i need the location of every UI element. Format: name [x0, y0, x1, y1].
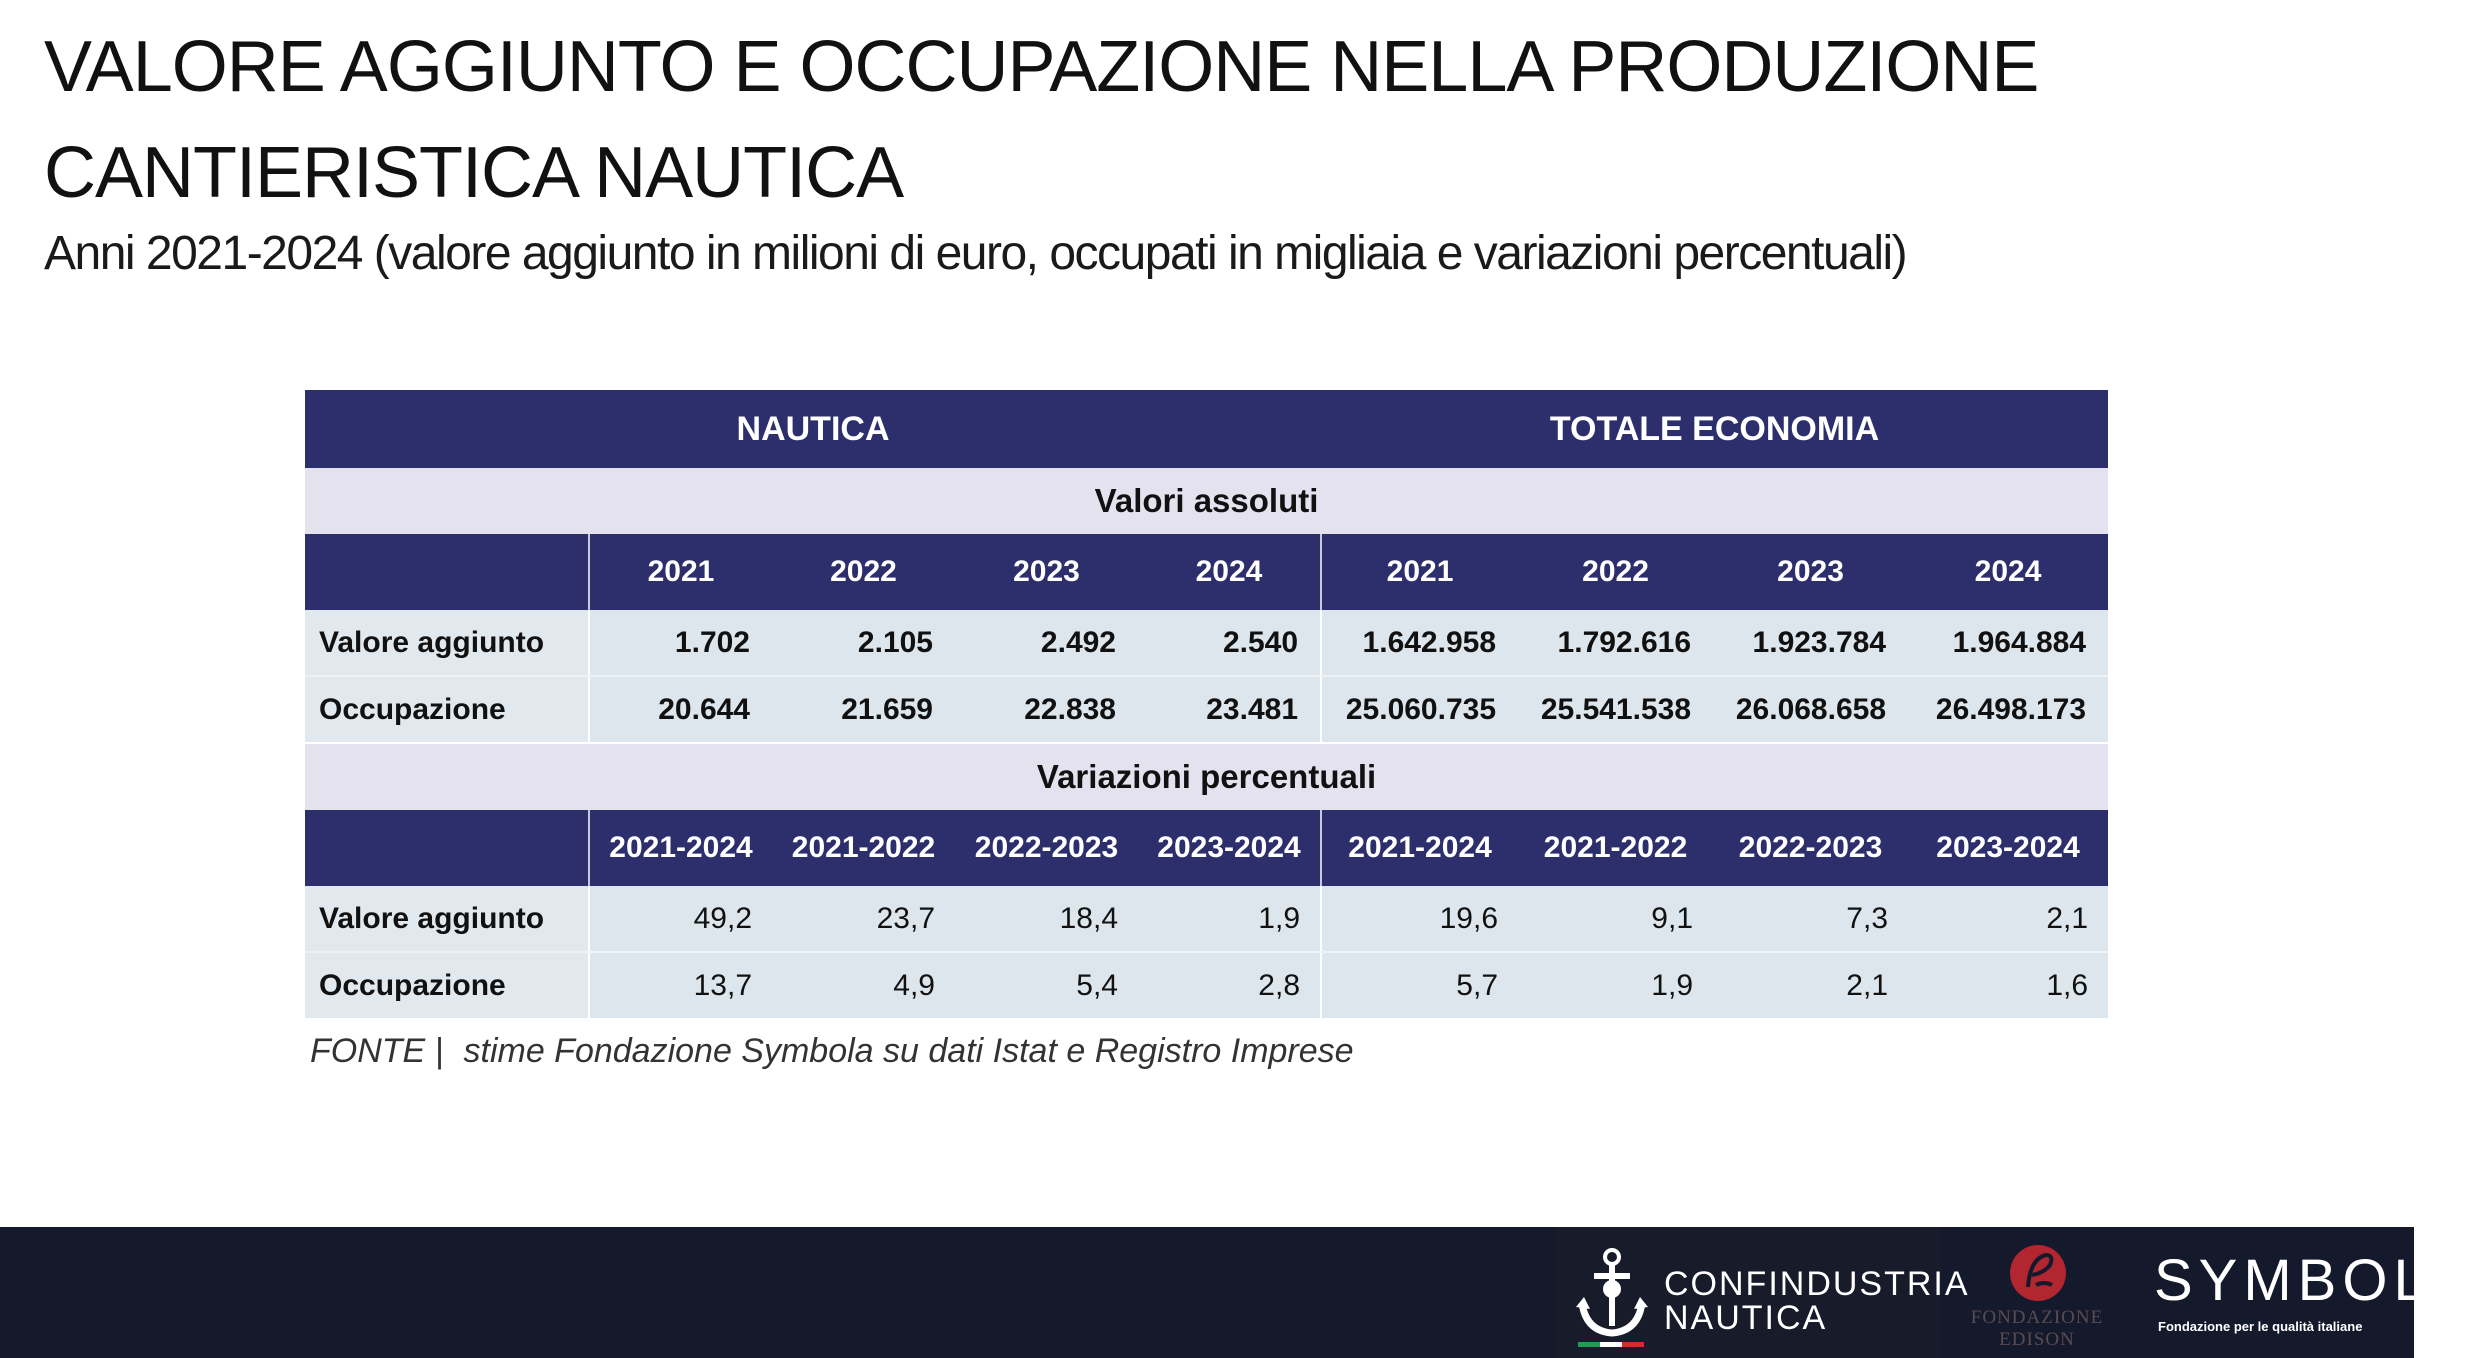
confindustria-wordmark [1664, 1267, 1970, 1335]
section-title-absolute: Valori assoluti [305, 468, 2108, 534]
row-label: Occupazione [305, 676, 589, 743]
table-cell: 5,4 [955, 952, 1138, 1019]
table-cell: 1.642.958 [1321, 610, 1518, 676]
group-header-row [305, 390, 2108, 468]
table-cell: 18,4 [955, 886, 1138, 952]
table-cell: 1,6 [1908, 952, 2108, 1019]
table-cell: 13,7 [589, 952, 772, 1019]
period-header: 2023-2024 [1908, 810, 2108, 886]
fondazione-edison-logo [1962, 1227, 2112, 1358]
page-title: VALORE AGGIUNTO E OCCUPAZIONE NELLA PRODUZIONE CANTIERISTICA NAUTICA [44, 27, 2039, 213]
year-header: 2021 [589, 534, 772, 610]
italian-flag-stripe [1578, 1342, 1644, 1347]
row-label: Occupazione [305, 952, 589, 1019]
group-header-nautica: NAUTICA [305, 390, 1321, 468]
table-cell: 21.659 [772, 676, 955, 743]
table-cell: 2,8 [1138, 952, 1321, 1019]
edison-mark-icon [2006, 1241, 2070, 1305]
table-cell: 25.060.735 [1321, 676, 1518, 743]
table-cell: 1.792.616 [1518, 610, 1713, 676]
table-cell: 5,7 [1321, 952, 1518, 1019]
year-header: 2024 [1138, 534, 1321, 610]
confindustria-line1: CONFINDUSTRIA [1664, 1265, 1970, 1303]
confindustria-nautica-logo [1556, 1227, 1970, 1358]
period-header: 2022-2023 [955, 810, 1138, 886]
symbola-wordmark: SYMBOLA [2154, 1248, 2476, 1313]
edison-line1: FONDAZIONE [1970, 1307, 2104, 1328]
year-header: 2022 [772, 534, 955, 610]
year-header: 2024 [1908, 534, 2108, 610]
confindustria-line2: NAUTICA [1664, 1299, 1828, 1337]
year-header: 2021 [1321, 534, 1518, 610]
table-cell: 49,2 [589, 886, 772, 952]
periods-header-row [305, 810, 2108, 886]
period-header: 2021-2022 [1518, 810, 1713, 886]
table-cell: 4,9 [772, 952, 955, 1019]
source-note [310, 1032, 1354, 1071]
year-header: 2023 [1713, 534, 1908, 610]
section-row-absolute [305, 468, 2108, 534]
symbola-tagline: Fondazione per le qualità italiane [2158, 1319, 2363, 1334]
table-cell: 20.644 [589, 676, 772, 743]
table-cell: 1.923.784 [1713, 610, 1908, 676]
period-header: 2021-2024 [589, 810, 772, 886]
table-cell: 25.541.538 [1518, 676, 1713, 743]
year-header: 2023 [955, 534, 1138, 610]
table-cell: 1.964.884 [1908, 610, 2108, 676]
table-row [305, 676, 2108, 743]
period-header: 2021-2022 [772, 810, 955, 886]
footer-bar [0, 1227, 2476, 1358]
header-label-cell [305, 810, 589, 886]
table-cell: 9,1 [1518, 886, 1713, 952]
source-text: stime Fondazione Symbola su dati Istat e Registro Imprese [463, 1032, 1354, 1070]
period-header: 2023-2024 [1138, 810, 1321, 886]
table-cell: 1,9 [1138, 886, 1321, 952]
source-prefix: FONTE | [310, 1032, 444, 1070]
table-cell: 23,7 [772, 886, 955, 952]
year-header: 2022 [1518, 534, 1713, 610]
table-cell: 1,9 [1518, 952, 1713, 1019]
section-title-percent: Variazioni percentuali [305, 743, 2108, 810]
table-cell: 19,6 [1321, 886, 1518, 952]
group-header-totale-economia: TOTALE ECONOMIA [1321, 390, 2108, 468]
row-label: Valore aggiunto [305, 610, 589, 676]
table-cell: 22.838 [955, 676, 1138, 743]
table-row [305, 610, 2108, 676]
table-cell: 7,3 [1713, 886, 1908, 952]
table-cell: 2,1 [1713, 952, 1908, 1019]
row-label: Valore aggiunto [305, 886, 589, 952]
header-label-cell [305, 534, 589, 610]
edison-line2: EDISON [1999, 1329, 2075, 1350]
period-header: 2022-2023 [1713, 810, 1908, 886]
table-cell: 26.068.658 [1713, 676, 1908, 743]
table-cell: 2.540 [1138, 610, 1321, 676]
table-cell: 2,1 [1908, 886, 2108, 952]
table-row [305, 886, 2108, 952]
years-header-row [305, 534, 2108, 610]
table-cell: 2.105 [772, 610, 955, 676]
table-cell: 1.702 [589, 610, 772, 676]
table-cell: 23.481 [1138, 676, 1321, 743]
table-cell: 26.498.173 [1908, 676, 2108, 743]
data-table [305, 390, 2108, 1020]
edison-wordmark [1962, 1307, 2112, 1351]
page-subtitle: Anni 2021-2024 (valore aggiunto in milioni di euro, occupati in migliaia e variazioni percentuali) [44, 227, 1907, 280]
anchor-icon [1574, 1245, 1650, 1345]
table-row [305, 952, 2108, 1019]
section-row-percent [305, 743, 2108, 810]
symbola-logo [2150, 1227, 2476, 1358]
period-header: 2021-2024 [1321, 810, 1518, 886]
table-cell: 2.492 [955, 610, 1138, 676]
